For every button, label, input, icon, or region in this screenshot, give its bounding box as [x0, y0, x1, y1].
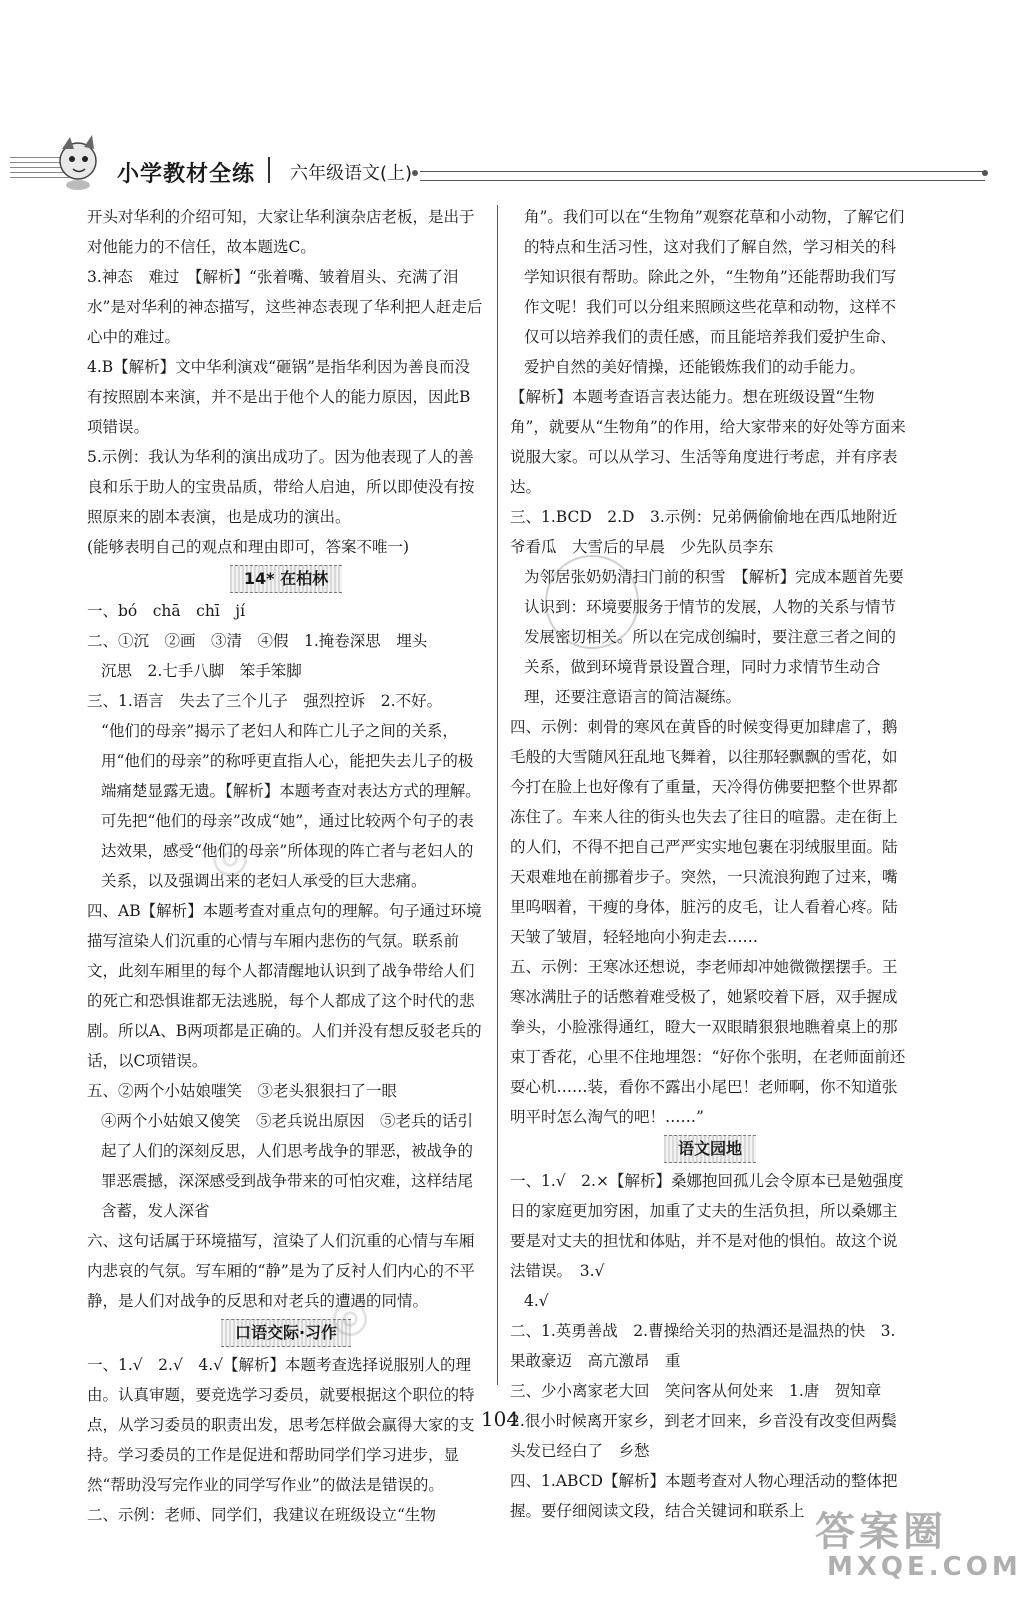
answer-y1: 一、1.√ 2.×【解析】桑娜抱回孤儿会令原本已是勉强度日的家庭更加穷困，加重了丈夫的生活负担，所以桑娜主要是对丈夫的担忧和体贴，并不是对他的惧怕。故这个说法错误。 3.√ — [510, 1172, 904, 1280]
answer-y2: 二、1.英勇善战 2.曹操给关羽的热酒还是温热的快 3.果敢豪迈 高亢激昂 重 — [510, 1322, 896, 1370]
answer-y3: 三、少小离家老大回 笑问客从何处来 1.唐 贺知章 2.很小时候离开家乡，到老才回来，乡音没有改变但两鬓头发已经白了 乡愁 — [510, 1382, 897, 1460]
answer-14-4: 四、AB【解析】本题考查对重点句的理解。句子通过环境描写渲染人们沉重的心情与车厢内悲伤的气氛。联系前文，此刻车厢里的每个人都清醒地认识到了战争带给人们的死亡和恐惧谁都无法逃脱，每个人都成了这个时代的悲剧。所以A、B两项都是正确的。人们并没有想反驳老兵的话，以C项错误。 — [87, 902, 482, 1070]
site-logo — [815, 1500, 1022, 1590]
left-column — [87, 202, 485, 1530]
answer-oral-2: 二、示例：老师、同学们，我建议在班级设立“生物 — [87, 1506, 436, 1524]
answer-14-3-cont: “他们的母亲”揭示了老妇人和阵亡儿子之间的关系，用“他们的母亲”的称呼更直指人心，能把失去儿子的极端痛楚显露无遗。【解析】本题考查对表达方式的理解。可先把“他们的母亲”改成“她”，通过比较两个句子的表达效果，感受“他们的母亲”所体现的阵亡者与老妇人的关系，以及强调出来的老妇人承受的巨大悲痛。 — [101, 722, 481, 890]
answer-oral-analysis: 【解析】本题考查语言表达能力。想在班级设置“生物角”，就要从“生物角”的作用，给大家带来的好处等方面来说服大家。可以从学习、生活等角度进行考虑，并有序表达。 — [510, 388, 906, 496]
book-subtitle: 六年级语文(上) — [290, 163, 413, 184]
answer-note: (能够表明自己的观点和理由即可，答案不唯一) — [87, 538, 410, 556]
answer-y4: 四、1.ABCD【解析】本题考查对人物心理活动的整体把握。要仔细阅读文段，结合关键词和联系上 — [510, 1472, 898, 1520]
answer-14-6: 六、这句话属于环境描写，渲染了人们沉重的心情与车厢内悲哀的气氛。写车厢的“静”是为了反衬人们内心的不平静，是人们对战争的反思和对老兵的遭遇的同情。 — [87, 1232, 475, 1310]
header-rule — [420, 171, 985, 181]
header-dot — [412, 170, 418, 176]
logo-text: 答案圈 — [815, 1509, 947, 1555]
answer-14-5-cont: ④两个小姑娘又傻笑 ⑤老兵说出原因 ⑤老兵的话引起了人们的深刻反思，人们思考战争的罪恶，被战争的罪恶震撼，深深感受到战争带来的可怕灾难，这样结尾含蓄，发人深省 — [101, 1112, 474, 1220]
page-number: 104 — [480, 1407, 520, 1431]
answer-14-2: 二、①沉 ②画 ③清 ④假 1.掩卷深思 埋头 — [87, 632, 428, 650]
answer-r3-cont: 为邻居张奶奶清扫门前的积雪 【解析】完成本题首先要认识到：环境要服务于情节的发展，人物的关系与情节发展密切相关。所以在完成创编时，要注意三者之间的关系，做到环境背景设置合理，同时力求情节生动合理，还要注意语言的简洁凝练。 — [524, 568, 904, 706]
book-title: 小学教材全练 — [117, 162, 256, 187]
answer-4: 4.B【解析】文中华利演戏“砸锅”是指华利因为善良而没有按照剧本来演，并不是出于他个人的能力原因，因此B项错误。 — [87, 358, 471, 436]
column-divider — [497, 205, 498, 1385]
answer-14-5: 五、②两个小姑娘嗤笑 ③老头狠狠扫了一眼 — [87, 1082, 398, 1100]
answer-14-1: 一、bó chā chī jí — [87, 602, 246, 620]
section-title: 14* 在柏林 — [230, 565, 342, 593]
section-title: 语文园地 — [664, 1135, 756, 1163]
header-dot — [982, 170, 988, 176]
answer-oral-1: 一、1.√ 2.√ 4.√【解析】本题考查选择说服别人的理由。认真审题，要竞选学习委员，就要根据这个职位的特点，从学习委员的职责出发，思考怎样做会赢得大家的支持。学习委员的工作是促进和帮助同学们学习进步，显然“帮助没写完作业的同学写作业”的做法是错误的。 — [87, 1356, 475, 1494]
stamp-seal — [545, 555, 639, 649]
mascot-icon — [40, 135, 110, 191]
answer-5: 5.示例：我认为华利的演出成功了。因为他表现了人的善良和乐于助人的宝贵品质，带给人启迪，所以即使没有按照原来的剧本表演，也是成功的演出。 — [87, 448, 475, 526]
section-title: 口语交际·习作 — [221, 1319, 351, 1347]
answer-r3: 三、1.BCD 2.D 3.示例：兄弟俩偷偷地在西瓜地附近爷看瓜 大雪后的早晨 少先队员李东 — [510, 508, 898, 556]
answer-oral-2-cont: 角”。我们可以在“生物角”观察花草和小动物，了解它们的特点和生活习性，这对我们了解自然，学习相关的科学知识很有帮助。除此之外，“生物角”还能帮助我们写作文呢！我们可以分组来照顾这些花草和动物，这样不仅可以培养我们的责任感，而且能培养我们爱护生命、爱护自然的美好情操，还能锻炼我们的动手能力。 — [524, 208, 905, 376]
logo-url: MXQE.COM — [827, 1552, 1022, 1582]
answer-r4: 四、示例：刺骨的寒风在黄昏的时候变得更加肆虐了，鹅毛般的大雪随风狂乱地飞舞着，以往那轻飘飘的雪花，如今打在脸上也好像有了重量，天冷得仿佛要把整个世界都冻住了。车来人往的街头也失去了往日的喧嚣。走在街上的人们，不得不把自己严严实实地包裹在羽绒服里面。陆天艰难地在前挪着步子。突然，一只流浪狗跑了过来，嘴里呜咽着，干瘦的身体，脏污的皮毛，让人看着心疼。陆天皱了皱眉，轻轻地向小狗走去…… — [510, 718, 898, 946]
answer-14-3: 三、1.语言 失去了三个儿子 强烈控诉 2.不好。 — [87, 692, 443, 710]
answer-14-2-cont: 沉思 2.七手八脚 笨手笨脚 — [101, 662, 302, 680]
section-heading-yuwen — [510, 1134, 910, 1164]
right-column — [510, 202, 910, 1526]
answer-text: 开头对华利的介绍可知，大家让华利演杂店老板，是出于对他能力的不信任，故本题选C。 — [87, 208, 475, 256]
watermark-stamp: ◎ — [324, 1285, 379, 1346]
watermark-stamp: ◎ — [204, 825, 259, 886]
section-heading-14 — [87, 564, 485, 594]
section-heading-oral — [87, 1318, 485, 1348]
answer-r5: 五、示例：王寒冰还想说，李老师却冲她微微摆摆手。王寒冰满肚子的话憋着难受极了，她紧咬着下唇，双手握成拳头，小脸涨得通红，瞪大一双眼睛狠狠地瞧着桌上的那束丁香花，心里不住地埋怨：“好你个张明，在老师面前还耍心机……装，看你不露出小尾巴！老师啊，你不知道张明平时怎么淘气的吧！……” — [510, 958, 906, 1126]
answer-y1-cont: 4.√ — [524, 1292, 549, 1310]
answer-3: 3.神态 难过 【解析】“张着嘴、皱着眉头、充满了泪水”是对华利的神态描写，这些神态表现了华利把人赶走后心中的难过。 — [87, 268, 483, 346]
page-header — [0, 135, 1000, 195]
header-separator — [268, 157, 270, 183]
